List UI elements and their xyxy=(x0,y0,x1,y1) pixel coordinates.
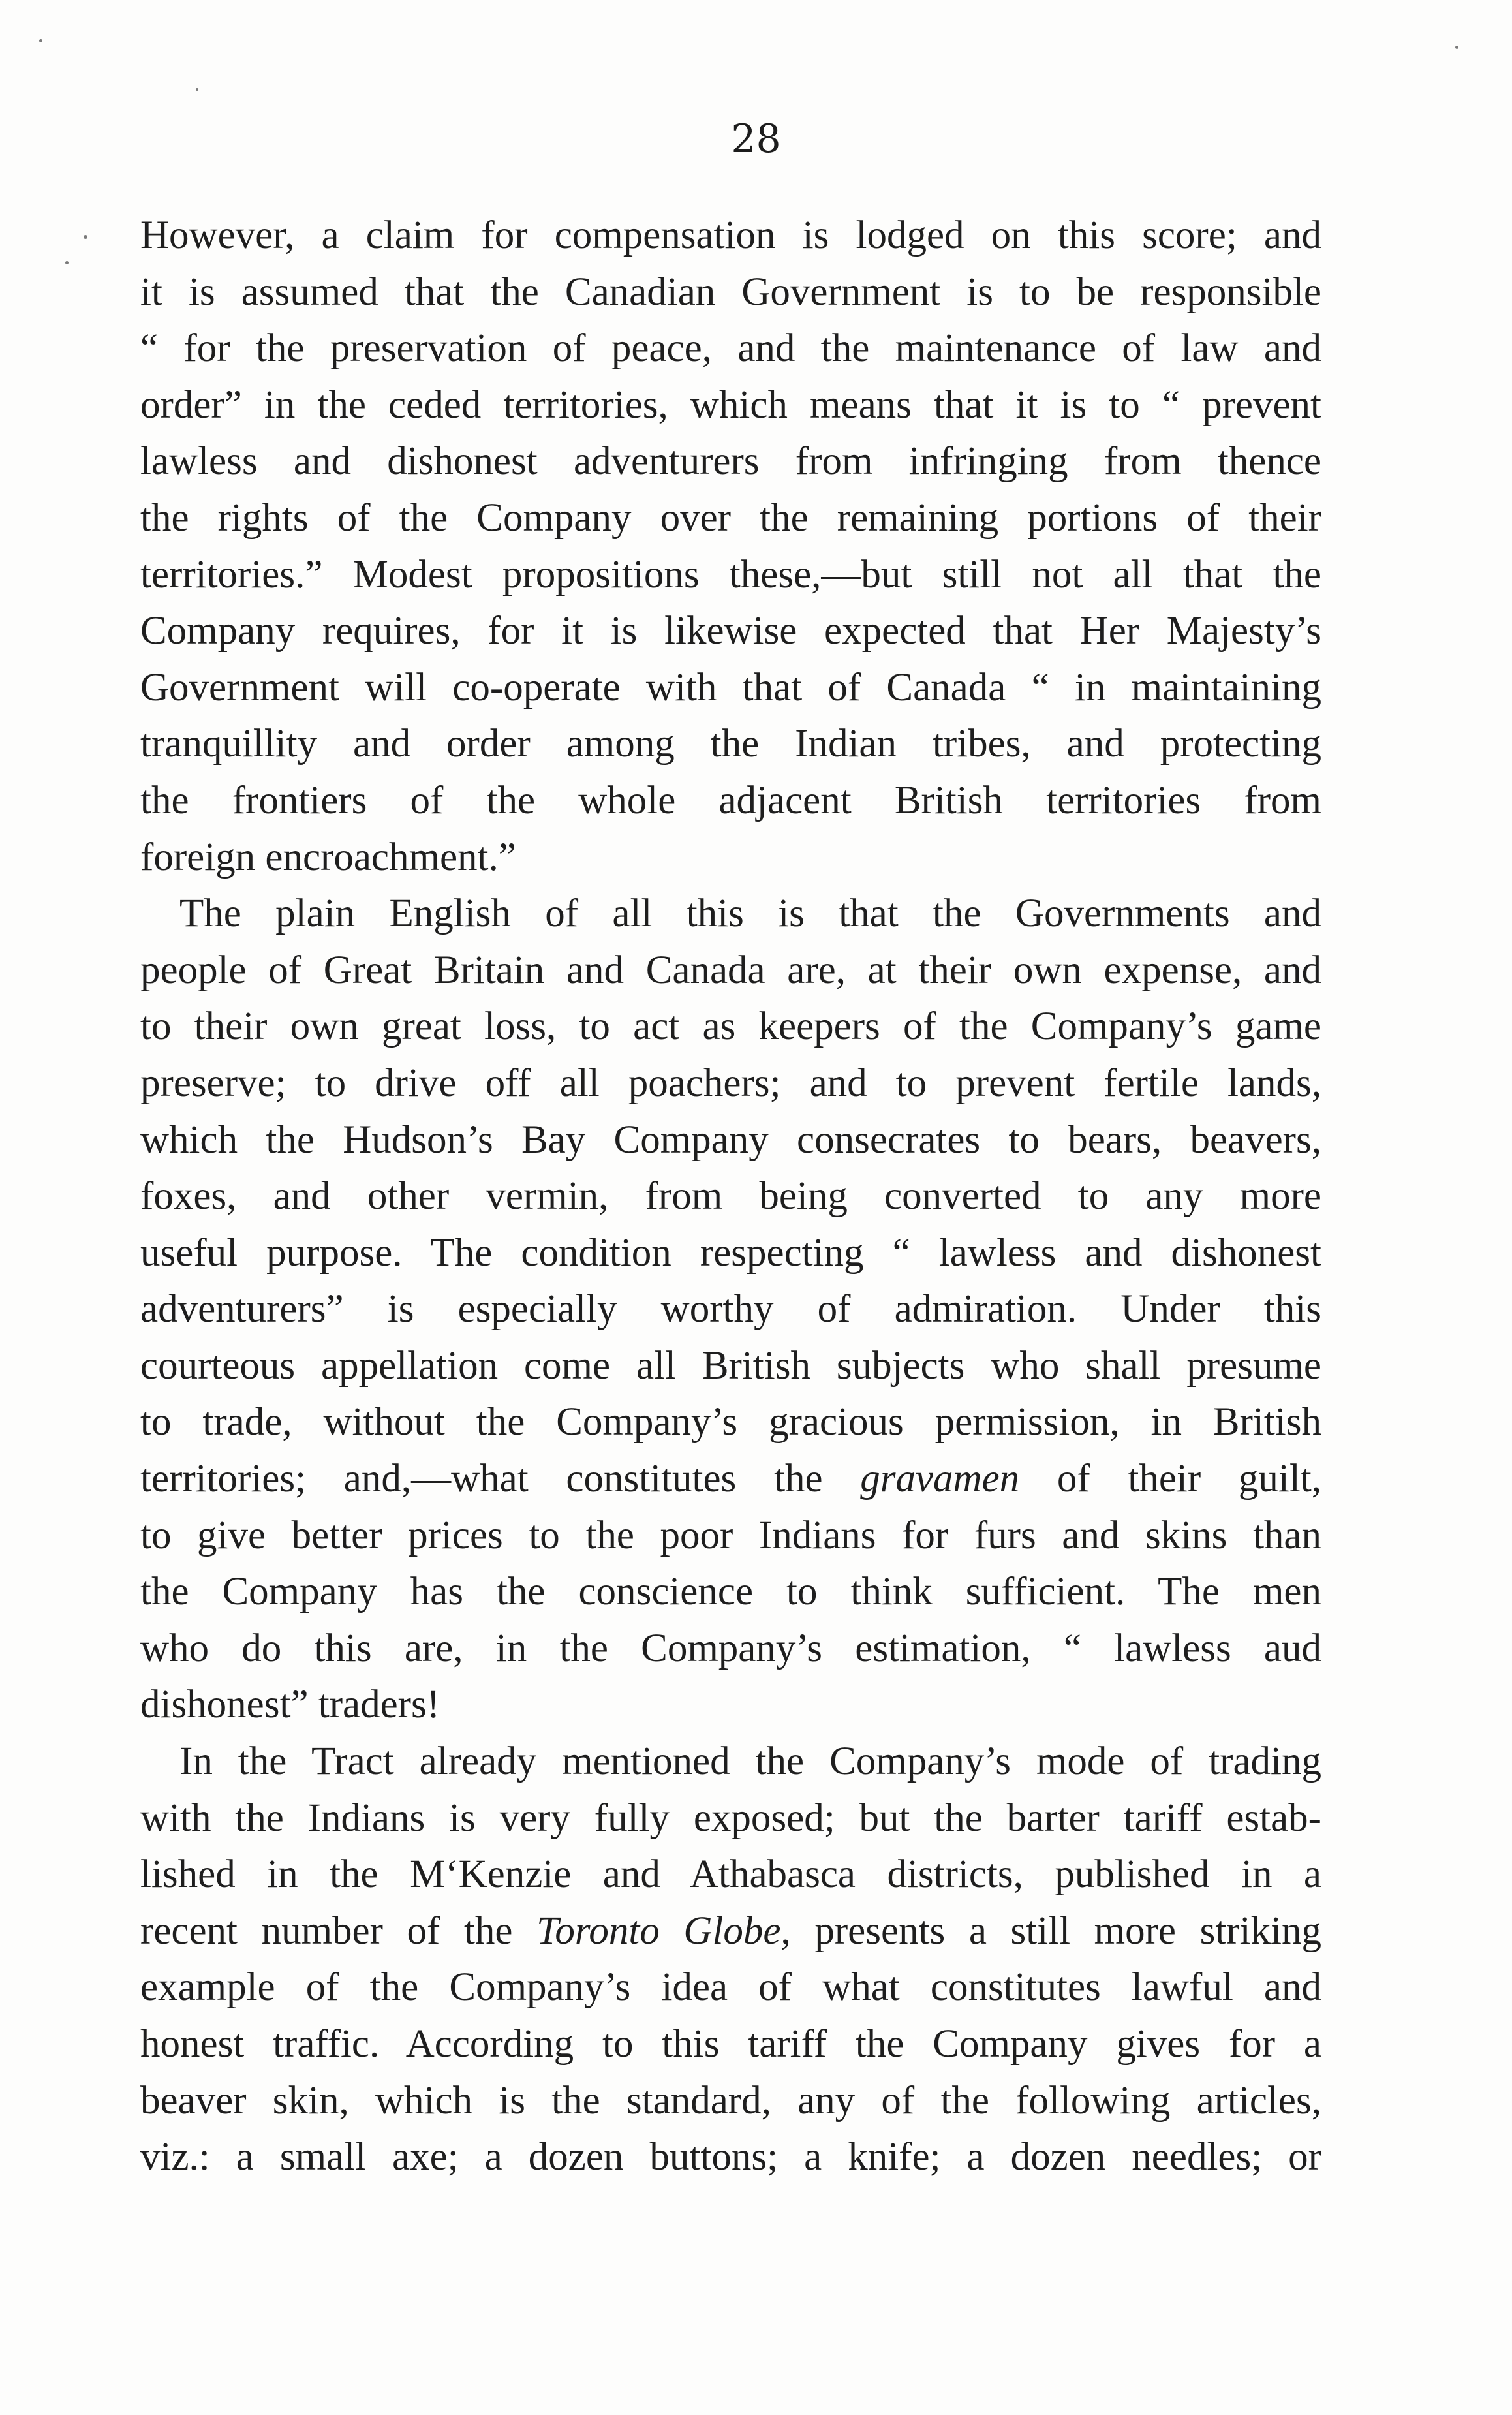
page-speck xyxy=(1455,46,1458,49)
text-line: preserve; to drive off all poachers; and to prevent fertile lands, xyxy=(140,1061,1321,1105)
text-line: to their own great loss, to act as keepers of the Company’s game xyxy=(140,1005,1321,1049)
text-line: In the Tract already mentioned the Company’s mode of trading xyxy=(179,1739,1321,1784)
paragraph xyxy=(140,208,1321,886)
text-line: who do this are, in the Company’s estimation, “ lawless aud xyxy=(140,1626,1321,1670)
text-line: it is assumed that the Canadian Government is to be responsible xyxy=(140,270,1321,314)
text-line: The plain English of all this is that the Governments and xyxy=(179,892,1321,936)
text-line: adventurers” is especially worthy of admiration. Under this xyxy=(140,1287,1321,1332)
page-speck xyxy=(196,88,198,91)
text-line: Company requires, for it is likewise expected that Her Majesty’s xyxy=(140,609,1321,653)
text-line: recent number of the Toronto Globe, presents a still more striking xyxy=(140,1909,1321,1953)
text-line: foreign encroachment.” xyxy=(140,835,516,879)
italic-phrase: Toronto Globe xyxy=(536,1909,781,1953)
text-line: the Company has the conscience to think sufficient. The men xyxy=(140,1570,1321,1614)
text-line: territories.” Modest propositions these,—but still not all that the xyxy=(140,552,1321,597)
text-line: example of the Company’s idea of what constitutes lawful and xyxy=(140,1965,1321,2010)
page-number: 28 xyxy=(731,116,781,162)
text-line: the rights of the Company over the remaining portions of their xyxy=(140,495,1321,540)
text-line: Government will co-operate with that of Canada “ in maintaining xyxy=(140,665,1321,709)
text-line: foxes, and other vermin, from being converted to any more xyxy=(140,1174,1321,1219)
text-line: with the Indians is very fully exposed; but the barter tariff estab- xyxy=(140,1796,1321,1840)
page-speck xyxy=(84,235,87,239)
text-line: people of Great Britain and Canada are, at their own expense, and xyxy=(140,948,1321,992)
text-line: territories; and,—what constitutes the gravamen of their guilt, xyxy=(140,1457,1321,1501)
text-line: courteous appellation come all British subjects who shall presume xyxy=(140,1343,1321,1388)
paragraph xyxy=(140,1734,1321,2186)
text-line: viz.: a small axe; a dozen buttons; a knife; a dozen needles; or xyxy=(140,2135,1321,2179)
text-line: beaver skin, which is the standard, any of the following articles, xyxy=(140,2078,1321,2123)
text-line: useful purpose. The condition respecting “ lawless and dishonest xyxy=(140,1230,1321,1275)
text-line: which the Hudson’s Bay Company consecrates to bears, beavers, xyxy=(140,1117,1321,1162)
text-line: lawless and dishonest adventurers from infringing from thence xyxy=(140,439,1321,484)
text-line: tranquillity and order among the Indian tribes, and protecting xyxy=(140,722,1321,766)
page-speck xyxy=(65,261,69,264)
text-line: the frontiers of the whole adjacent British territories from xyxy=(140,778,1321,822)
text-line: order” in the ceded territories, which means that it is to “ prevent xyxy=(140,382,1321,427)
text-line: dishonest” traders! xyxy=(140,1683,440,1727)
text-line: lished in the M‘Kenzie and Athabasca districts, published in a xyxy=(140,1852,1321,1897)
text-line: However, a claim for compensation is lodged on this score; and xyxy=(140,213,1321,257)
paragraph xyxy=(140,886,1321,1734)
body-text xyxy=(140,208,1321,2186)
text-line: “ for the preservation of peace, and the maintenance of law and xyxy=(140,326,1321,371)
page-speck xyxy=(39,39,42,42)
italic-phrase: gravamen xyxy=(860,1457,1020,1501)
text-line: to give better prices to the poor Indians for furs and skins than xyxy=(140,1513,1321,1557)
text-line: to trade, without the Company’s gracious permission, in British xyxy=(140,1400,1321,1444)
text-line: honest traffic. According to this tariff the Company gives for a xyxy=(140,2022,1321,2066)
